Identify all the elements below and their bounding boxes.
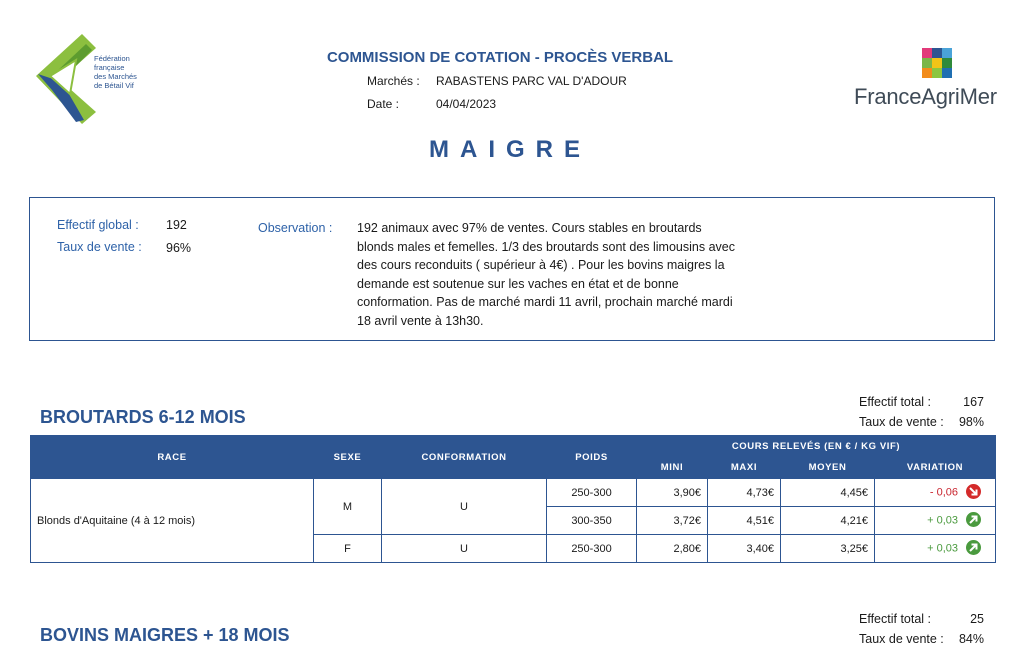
- moyen-cell: 4,45€: [781, 479, 875, 507]
- variation-cell: [875, 535, 996, 563]
- conformation-cell: U: [382, 479, 547, 535]
- header-race: RACE: [31, 436, 314, 479]
- header-mini: MINI: [637, 457, 708, 479]
- sexe-cell: M: [314, 479, 382, 535]
- variation-value: - 0,06: [929, 486, 958, 499]
- section-title-broutards: BROUTARDS 6-12 MOIS: [40, 407, 246, 427]
- cotation-table: [30, 435, 996, 563]
- maxi-cell: 4,51€: [708, 507, 781, 535]
- ffmbv-logo-text: Fédération française des Marchés de Bétail Vif: [94, 54, 137, 90]
- header-variation: VARIATION: [875, 457, 996, 479]
- table-row: [31, 479, 996, 507]
- poids-cell: 300-350: [547, 507, 637, 535]
- document-title: COMMISSION DE COTATION - PROCÈS VERBAL: [326, 49, 674, 66]
- conformation-cell: U: [382, 535, 547, 563]
- maxi-cell: 4,73€: [708, 479, 781, 507]
- trend-up-icon: [966, 512, 981, 527]
- effectif-global-value: 192: [166, 218, 187, 232]
- section2-taux-label: Taux de vente :: [859, 632, 944, 646]
- section1-effectif-label: Effectif total :: [859, 395, 932, 409]
- section2-effectif-value: 25: [970, 612, 984, 626]
- market-value: RABASTENS PARC VAL D'ADOUR: [436, 74, 627, 88]
- header-moyen: MOYEN: [781, 457, 875, 479]
- header-maxi: MAXI: [708, 457, 781, 479]
- maxi-cell: 3,40€: [708, 535, 781, 563]
- taux-vente-label: Taux de vente :: [57, 240, 142, 254]
- section1-taux-value: 98%: [958, 415, 984, 429]
- section-title-bovins-maigres: BOVINS MAIGRES + 18 MOIS: [40, 625, 290, 645]
- mini-cell: 3,72€: [637, 507, 708, 535]
- moyen-cell: 3,25€: [781, 535, 875, 563]
- poids-cell: 250-300: [547, 535, 637, 563]
- section1-taux-label: Taux de vente :: [859, 415, 944, 429]
- mini-cell: 2,80€: [637, 535, 708, 563]
- trend-up-icon: [966, 540, 981, 555]
- variation-value: + 0,03: [927, 514, 958, 527]
- section2-taux-value: 84%: [958, 632, 984, 646]
- section2-effectif-label: Effectif total :: [859, 612, 932, 626]
- franceagrimer-logo-text: FranceAgriMer: [854, 84, 997, 109]
- main-title: MAIGRE: [429, 136, 591, 163]
- variation-value: + 0,03: [927, 542, 958, 555]
- market-label: Marchés :: [367, 74, 420, 88]
- effectif-global-label: Effectif global :: [57, 218, 139, 232]
- variation-cell: [875, 479, 996, 507]
- date-label: Date :: [367, 97, 400, 111]
- trend-down-icon: [966, 484, 981, 499]
- taux-vente-value: 96%: [166, 241, 192, 255]
- race-cell: Blonds d'Aquitaine (4 à 12 mois): [31, 479, 314, 563]
- date-value: 04/04/2023: [436, 97, 497, 111]
- header-sexe: SEXE: [314, 436, 382, 479]
- header-conformation: CONFORMATION: [382, 436, 547, 479]
- poids-cell: 250-300: [547, 479, 637, 507]
- header-poids: POIDS: [547, 436, 637, 479]
- observation-text: 192 animaux avec 97% de ventes. Cours stables en broutards blonds males et femelles. 1/3 des broutards sont des limousins avec des cours reconduits ( supérieur à 4€) . Pour les bovins maigres la demande est soutenue sur les vaches en état et de bonne conformation. Pas de marché mardi 11 avril, prochain marché mardi 18 avril vente à 13h30.: [357, 221, 735, 328]
- header-cours: COURS RELEVÉS (EN € / KG VIF): [637, 436, 996, 457]
- mini-cell: 3,90€: [637, 479, 708, 507]
- section1-effectif-value: 167: [963, 395, 984, 409]
- observation-label: Observation :: [258, 221, 333, 235]
- variation-cell: [875, 507, 996, 535]
- moyen-cell: 4,21€: [781, 507, 875, 535]
- sexe-cell: F: [314, 535, 382, 563]
